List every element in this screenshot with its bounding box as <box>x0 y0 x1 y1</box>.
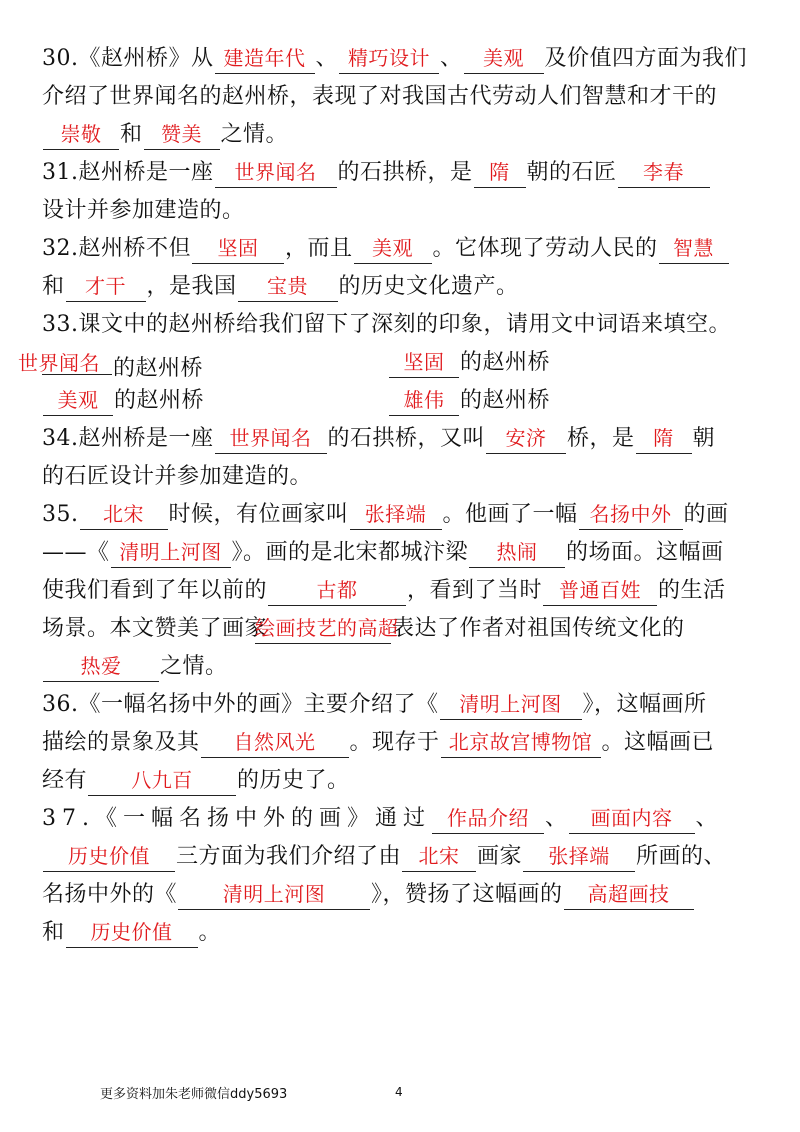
q32-text: 和 <box>42 274 65 299</box>
q35-text: ——《 <box>42 540 110 565</box>
q36-text: 》，这幅画所 <box>582 692 707 717</box>
q36-text: 36.《一幅名扬中外的画》主要介绍了《 <box>42 692 439 717</box>
q35-text: 的场面。这幅画 <box>566 540 724 565</box>
q34-blank-3 <box>636 423 692 454</box>
q35-line1 <box>42 496 764 534</box>
q33-answer-2: 坚固 <box>403 350 445 374</box>
q35-text: 使我们看到了年以前的 <box>42 578 268 603</box>
q30-blank-1 <box>215 43 315 74</box>
q30-text: 和 <box>120 122 143 147</box>
q30-text: 30.《赵州桥》从 <box>42 46 214 71</box>
separator: 、 <box>440 46 463 71</box>
q35-text: ，看到了当时 <box>407 578 543 603</box>
q35-answer-1: 北宋 <box>103 502 144 526</box>
q30-answer-1: 建造年代 <box>223 46 306 70</box>
q33-text: 的赵州桥 <box>113 356 204 381</box>
q32-text: 。它体现了劳动人民的 <box>432 236 658 261</box>
q35-text: 35. <box>42 502 79 527</box>
q31-blank-1 <box>215 157 337 188</box>
q33-blank-1 <box>42 344 112 375</box>
q32-line2 <box>42 268 764 306</box>
q35-text: 场景。本文赞美了画家 <box>42 616 268 641</box>
q31-text: 朝的石匠 <box>526 160 617 185</box>
q35-blank-7 <box>543 575 657 606</box>
q33-blank-3 <box>43 385 113 416</box>
q30-text: 之情。 <box>220 122 289 147</box>
q37-answer-8: 历史价值 <box>90 920 173 944</box>
q32-blank-2 <box>354 233 432 264</box>
q37-blank-5 <box>523 841 635 872</box>
q37-text: 三方面为我们介绍了由 <box>176 844 402 869</box>
q35-text: 表达了作者对祖国传统文化的 <box>392 616 685 641</box>
q36-text: 。现存于 <box>349 730 440 755</box>
q35-blank-3 <box>579 499 683 530</box>
footer-note: 更多资料加朱老师微信ddy5693 <box>100 1087 288 1102</box>
q35-text: 的画 <box>683 502 729 527</box>
q31-line1 <box>42 154 764 192</box>
q34-text: 的石匠设计并参加建造的。 <box>42 464 313 489</box>
q32-blank-1 <box>192 233 284 264</box>
q32-text: ，而且 <box>285 236 353 261</box>
q35-blank-4 <box>111 537 231 568</box>
q37-text: 和 <box>42 920 65 945</box>
page-number: 4 <box>395 1085 403 1099</box>
q37-answer-4: 北宋 <box>418 844 460 868</box>
q33-blank-4 <box>389 385 459 416</box>
q30-line3 <box>42 116 764 154</box>
q35-answer-6: 古都 <box>316 578 358 602</box>
q30-text: 及价值四方面为我们 <box>544 46 748 71</box>
q35-answer-3: 名扬中外 <box>589 502 672 526</box>
q33-text: 的赵州桥 <box>114 388 205 413</box>
q32-answer-2: 美观 <box>372 236 414 260</box>
q34-answer-3: 隋 <box>653 426 674 450</box>
q36-answer-3: 北京故宫博物馆 <box>448 730 593 754</box>
q35-line3 <box>42 572 764 610</box>
q33-blank-2 <box>389 347 459 378</box>
q31-text: 的石拱桥，是 <box>337 160 473 185</box>
q30-line1 <box>42 40 764 78</box>
q32-blank-3 <box>659 233 729 264</box>
q35-text: 之情。 <box>160 654 228 679</box>
q34-line2 <box>42 458 764 496</box>
q37-text: 画家 <box>477 844 523 869</box>
q36-text: 。这幅画已 <box>601 730 715 755</box>
q31-blank-3 <box>618 157 710 188</box>
q37-text: 。 <box>198 920 222 945</box>
q33-right-col-1 <box>388 344 550 382</box>
q34-text: 朝 <box>692 426 716 451</box>
q34-text: 的石拱桥，又叫 <box>327 426 486 451</box>
q33-answer-4: 雄伟 <box>403 388 445 412</box>
q35-blank-1 <box>80 499 168 530</box>
q35-line5 <box>42 648 764 686</box>
q33-right-col-2 <box>388 382 550 420</box>
q35-line4 <box>42 610 764 648</box>
q35-blank-5 <box>469 537 565 568</box>
q34-line1 <box>42 420 764 458</box>
q34-blank-2 <box>486 423 566 454</box>
q32-answer-1: 坚固 <box>217 236 259 260</box>
q33-line1 <box>42 306 764 344</box>
q32-text: 的历史文化遗产。 <box>338 274 519 299</box>
q33-answer-1: 世界闻名 <box>18 351 100 375</box>
q30-answer-4: 崇敬 <box>60 122 102 146</box>
q31-text: 31.赵州桥是一座 <box>42 160 214 185</box>
q31-blank-2 <box>474 157 526 188</box>
q37-blank-6 <box>178 879 370 910</box>
q35-text: 》。画的是北宋都城汴梁 <box>231 540 469 565</box>
q34-text: 桥，是 <box>567 426 635 451</box>
q36-blank-2 <box>201 727 349 758</box>
q30-blank-5 <box>144 119 220 150</box>
q30-blank-4 <box>43 119 119 150</box>
q30-answer-2: 精巧设计 <box>348 46 431 70</box>
q35-blank-2 <box>350 499 442 530</box>
q30-text: 介绍了世界闻名的赵州桥，表现了对我国古代劳动人们智慧和才干的 <box>42 84 718 109</box>
separator: 、 <box>545 806 568 831</box>
q37-blank-2 <box>569 803 695 834</box>
q37-blank-1 <box>432 803 544 834</box>
q37-answer-7: 高超画技 <box>587 882 670 906</box>
q36-blank-4 <box>88 765 236 796</box>
q37-line4 <box>42 914 764 952</box>
separator: 、 <box>315 46 339 71</box>
q37-line1 <box>42 800 764 838</box>
q30-blank-3 <box>464 43 544 74</box>
q36-blank-3 <box>441 727 601 758</box>
q36-answer-2: 自然风光 <box>233 730 316 754</box>
q37-blank-7 <box>564 879 694 910</box>
q37-text: 37.《一幅名扬中外的画》通过 <box>42 806 431 831</box>
separator: 、 <box>695 806 719 831</box>
q37-answer-6: 清明上河图 <box>222 882 326 906</box>
q35-text: 时候，有位画家叫 <box>168 502 349 527</box>
q36-text: 经有 <box>42 768 88 793</box>
q34-answer-1: 世界闻名 <box>229 426 312 450</box>
q37-answer-1: 作品介绍 <box>447 806 529 830</box>
q32-answer-4: 才干 <box>85 274 127 298</box>
q37-text: 所画的、 <box>636 844 727 869</box>
q36-answer-1: 清明上河图 <box>459 692 562 716</box>
q37-blank-3 <box>43 841 175 872</box>
q30-line2 <box>42 78 764 116</box>
q32-text: ，是我国 <box>146 274 237 299</box>
q34-answer-2: 安济 <box>505 426 547 450</box>
q35-answer-8: 绘画技艺的高超 <box>255 616 399 640</box>
q37-answer-5: 张择端 <box>548 844 610 868</box>
q32-blank-4 <box>66 271 146 302</box>
q33-text: 的赵州桥 <box>460 350 551 375</box>
q32-text: 32.赵州桥不但 <box>42 236 191 261</box>
q30-blank-2 <box>339 43 439 74</box>
q31-answer-2: 隋 <box>489 160 510 184</box>
q33-answer-3: 美观 <box>57 388 99 412</box>
q37-text: 名扬中外的《 <box>42 882 178 907</box>
q37-answer-2: 画面内容 <box>590 806 673 830</box>
q32-blank-5 <box>238 271 338 302</box>
q32-answer-3: 智慧 <box>673 236 715 260</box>
q34-text: 34.赵州桥是一座 <box>42 426 214 451</box>
q30-answer-5: 赞美 <box>161 122 203 146</box>
q34-blank-1 <box>215 423 327 454</box>
q31-answer-1: 世界闻名 <box>234 160 317 184</box>
q33-line2 <box>18 344 764 382</box>
worksheet-content <box>18 40 764 952</box>
q37-text: 》，赞扬了这幅画的 <box>371 882 563 907</box>
q36-line3 <box>42 762 764 800</box>
q35-answer-4: 清明上河图 <box>119 540 222 564</box>
q30-answer-3: 美观 <box>483 46 525 70</box>
q36-answer-4: 八九百 <box>131 768 193 792</box>
q35-answer-9: 热爱 <box>80 654 122 678</box>
q37-line2 <box>42 838 764 876</box>
q35-text: 的生活 <box>658 578 726 603</box>
q35-line2 <box>42 534 764 572</box>
q33-text: 33.课文中的赵州桥给我们留下了深刻的印象，请用文中词语来填空。 <box>42 312 731 337</box>
q36-line2 <box>42 724 764 762</box>
q36-blank-1 <box>440 689 582 720</box>
q35-blank-6 <box>268 575 406 606</box>
q35-answer-2: 张择端 <box>364 502 427 526</box>
q31-text: 设计并参加建造的。 <box>42 198 245 223</box>
q31-line2 <box>42 192 764 230</box>
q37-blank-8 <box>66 917 198 948</box>
q36-text: 描绘的景象及其 <box>42 730 200 755</box>
q35-answer-5: 热闹 <box>496 540 538 564</box>
q32-line1 <box>42 230 764 268</box>
q37-answer-3: 历史价值 <box>68 844 150 868</box>
q35-answer-7: 普通百姓 <box>559 578 642 602</box>
q35-text: 。他画了一幅 <box>442 502 578 527</box>
q32-answer-5: 宝贵 <box>267 274 309 298</box>
q33-text: 的赵州桥 <box>460 388 551 413</box>
q35-blank-8 <box>255 613 399 644</box>
q31-answer-3: 李春 <box>643 160 685 184</box>
q36-text: 的历史了。 <box>237 768 350 793</box>
q33-line3 <box>42 382 764 420</box>
q37-line3 <box>42 876 764 914</box>
q37-blank-4 <box>402 841 476 872</box>
q36-line1 <box>42 686 764 724</box>
q35-blank-9 <box>43 651 159 682</box>
